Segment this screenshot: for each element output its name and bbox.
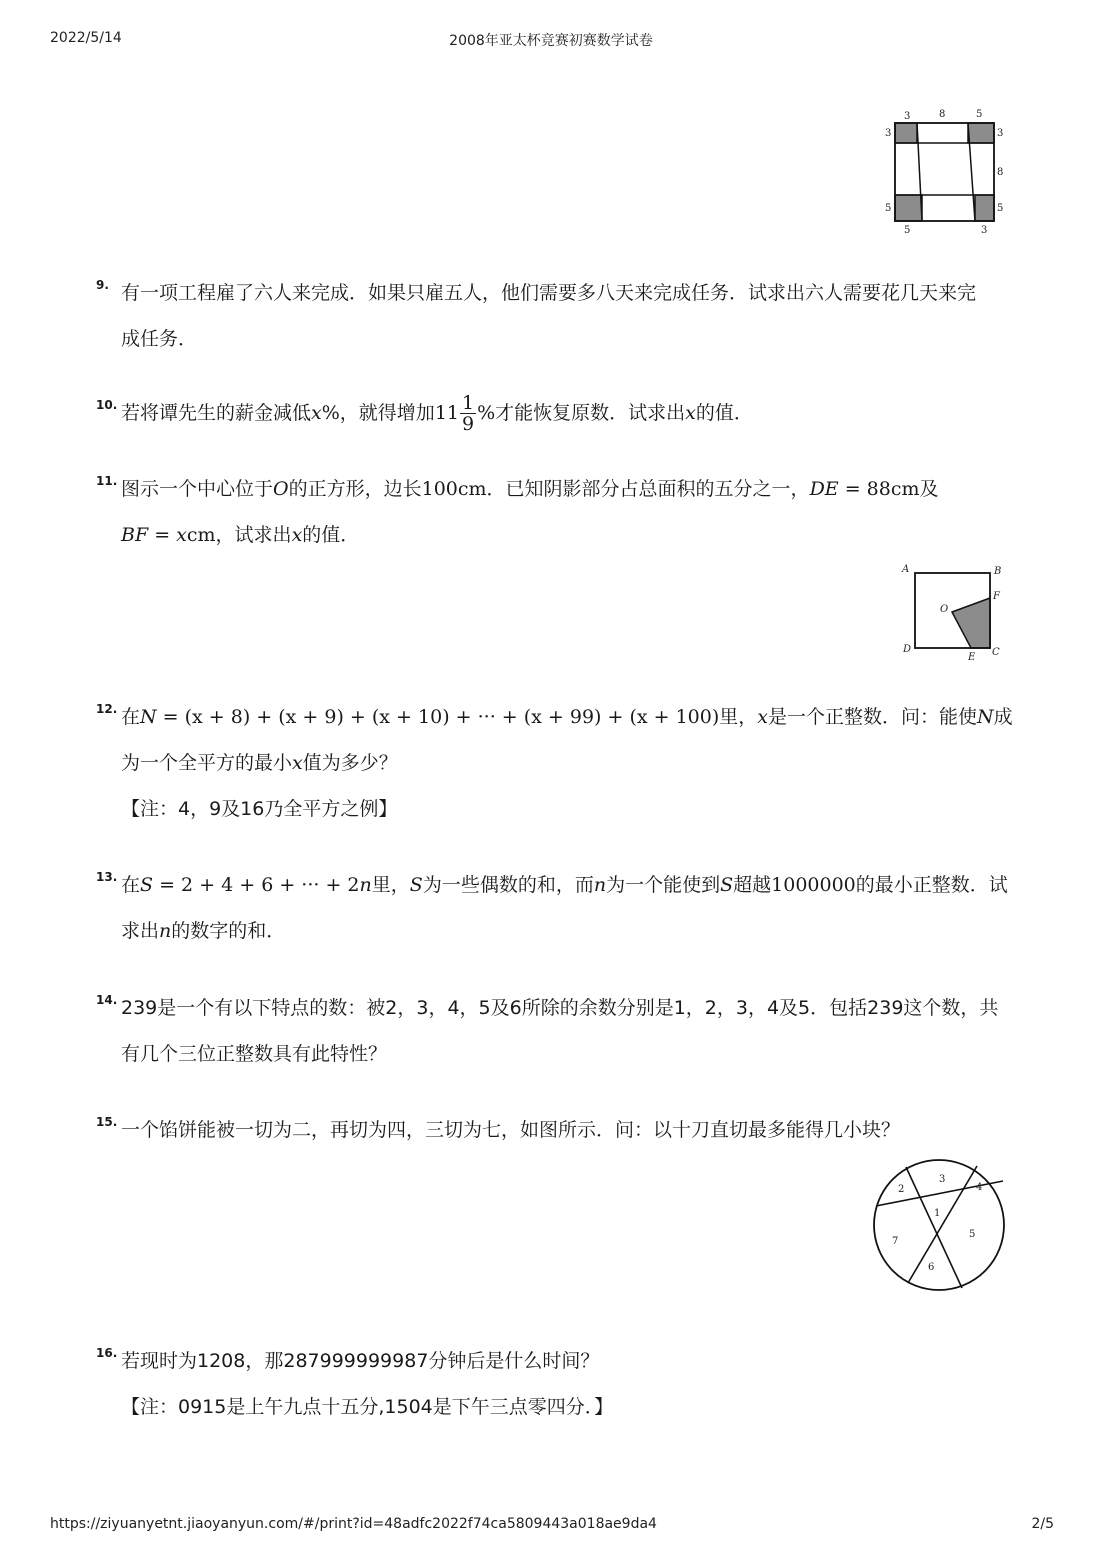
- question-number: 14.: [96, 993, 118, 1007]
- shaded-region: [952, 598, 990, 648]
- question-line: [121, 694, 1016, 740]
- fraction-denominator: 9: [462, 413, 475, 435]
- unit: cm: [186, 524, 216, 546]
- text: 及: [919, 478, 939, 500]
- fraction-numerator: 1: [462, 392, 475, 414]
- var-N: N: [977, 706, 994, 728]
- percent: %: [477, 402, 496, 424]
- text: 的最小正整数．试: [855, 874, 1008, 896]
- text: 图示一个中心位于: [121, 478, 274, 500]
- shaded-corner-bottom-right: [975, 195, 994, 221]
- label-E: E: [968, 652, 976, 663]
- label-bottom-3: 3: [981, 225, 988, 236]
- question-number: 12.: [96, 702, 118, 716]
- label-left-5: 5: [885, 203, 892, 214]
- shaded-corner-top-right: [968, 123, 994, 143]
- question-note: 【注：0915是上午九点十五分,1504是下午三点零四分．】: [121, 1396, 614, 1418]
- text: 是一个正整数．问：能使: [767, 706, 977, 728]
- fraction: [460, 393, 476, 434]
- piece-label-3: 3: [939, 1174, 946, 1185]
- piece-label-4: 4: [976, 1182, 983, 1193]
- label-F: F: [993, 591, 1000, 602]
- expression: = (x + 8) + (x + 9) + (x + 10) + ··· + (x + 99) + (x + 100): [156, 706, 720, 728]
- var-n: n: [159, 920, 172, 942]
- var-x: x: [291, 524, 303, 546]
- question-line: [121, 512, 1016, 558]
- header-title: 2008年亚太杯竞赛初赛数学试卷: [449, 33, 653, 49]
- question-text: 有一项工程雇了六人来完成．如果只雇五人，他们需要多八天来完成任务．试求出六人需要花几天来完: [121, 282, 977, 304]
- var-S: S: [720, 874, 734, 896]
- label-right-8: 8: [997, 167, 1004, 178]
- label-top-3: 3: [904, 111, 911, 122]
- question-line: [121, 740, 1016, 786]
- label-C: C: [992, 647, 1000, 658]
- question-number: 13.: [96, 870, 118, 884]
- text: 超越: [733, 874, 772, 896]
- var-x: x: [685, 402, 696, 424]
- shaded-corner-top-left: [895, 123, 917, 143]
- label-top-8: 8: [939, 109, 946, 120]
- question-text: 若现时为1208，那287999999987分钟后是什么时间？: [121, 1350, 600, 1372]
- text: 为一个能使到: [606, 874, 721, 896]
- square-center-figure: [898, 560, 1008, 665]
- label-O: O: [940, 604, 949, 615]
- text: 的正方形，边长: [288, 478, 422, 500]
- text: 为一些偶数的和，而: [422, 874, 594, 896]
- label-D: D: [903, 644, 912, 655]
- question-line: [121, 862, 1016, 908]
- value: 1000000: [771, 874, 856, 896]
- text: 求出: [121, 920, 160, 942]
- question-line: [121, 466, 1016, 512]
- piece-label-5: 5: [969, 1229, 976, 1240]
- var-n: n: [593, 874, 607, 896]
- question-number: 15.: [96, 1115, 118, 1129]
- text: 在: [121, 706, 141, 728]
- var-x: x: [292, 752, 303, 774]
- equals: =: [148, 524, 177, 546]
- label-bottom-5: 5: [904, 225, 911, 236]
- var-S: S: [409, 874, 423, 896]
- text: 的值．: [302, 524, 360, 546]
- pie-cuts-figure: [870, 1158, 1010, 1293]
- text: 里，: [371, 874, 410, 896]
- label-B: B: [994, 566, 1002, 577]
- value: = 88cm: [838, 478, 920, 500]
- piece-label-1: 1: [934, 1208, 941, 1219]
- square-strips-figure: [880, 105, 1010, 240]
- var-O: O: [273, 478, 289, 500]
- question-text: 成任务．: [121, 328, 198, 350]
- question-line: [121, 908, 1016, 954]
- piece-label-7: 7: [892, 1236, 899, 1247]
- text: 若将谭先生的薪金减低: [121, 402, 312, 424]
- label-A: A: [902, 564, 910, 575]
- label-right-5: 5: [997, 203, 1004, 214]
- question-text: 有几个三位正整数具有此特性？: [121, 1043, 388, 1065]
- shaded-corner-bottom-left: [895, 195, 922, 221]
- text: 里，: [719, 706, 758, 728]
- text: 的数字的和．: [171, 920, 286, 942]
- footer-url[interactable]: https://ziyuanyetnt.jiaoyanyun.com/#/print?id=48adfc2022f74ca5809443a018ae9da4: [50, 1516, 657, 1532]
- var-BF: BF: [121, 524, 149, 546]
- text: 值为多少？: [302, 752, 398, 774]
- piece-label-6: 6: [928, 1262, 935, 1273]
- question-note: 【注：4，9及16乃全平方之例】: [121, 798, 398, 820]
- text: 在: [121, 874, 141, 896]
- label-left-3: 3: [885, 128, 892, 139]
- text: 为一个全平方的最小: [121, 752, 293, 774]
- text: 才能恢复原数．试求出: [495, 402, 686, 424]
- piece-label-2: 2: [898, 1184, 905, 1195]
- text: ，就得增加: [339, 402, 435, 424]
- text: ，试求出: [215, 524, 292, 546]
- question-number: 10.: [96, 398, 118, 412]
- text: 成: [993, 706, 1013, 728]
- text: ．已知阴影部分占总面积的五分之一，: [486, 478, 810, 500]
- mixed-whole: 11: [434, 402, 459, 424]
- value: 100cm: [421, 478, 487, 500]
- question-number: 9.: [96, 278, 109, 292]
- header-date: 2022/5/14: [50, 30, 122, 46]
- question-text: 一个馅饼能被一切为二，再切为四，三切为七，如图所示．问：以十刀直切最多能得几小块？: [121, 1119, 901, 1141]
- question-text: 239是一个有以下特点的数：被2，3，4，5及6所除的余数分别是1，2，3，4及5．包括239这个数，共: [121, 997, 999, 1019]
- percent: %: [321, 402, 340, 424]
- footer-page-number: 2/5: [1031, 1516, 1054, 1532]
- question-number: 11.: [96, 474, 118, 488]
- label-top-5: 5: [976, 109, 983, 120]
- expression: = 2 + 4 + 6 + ··· + 2: [153, 874, 360, 896]
- var-N: N: [140, 706, 157, 728]
- var-n: n: [359, 874, 372, 896]
- question-number: 16.: [96, 1346, 118, 1360]
- var-x: x: [311, 402, 322, 424]
- var-x: x: [757, 706, 768, 728]
- var-DE: DE: [809, 478, 839, 500]
- var-S: S: [140, 874, 154, 896]
- label-right-3: 3: [997, 128, 1004, 139]
- text: 的值．: [695, 402, 753, 424]
- var-x: x: [176, 524, 187, 546]
